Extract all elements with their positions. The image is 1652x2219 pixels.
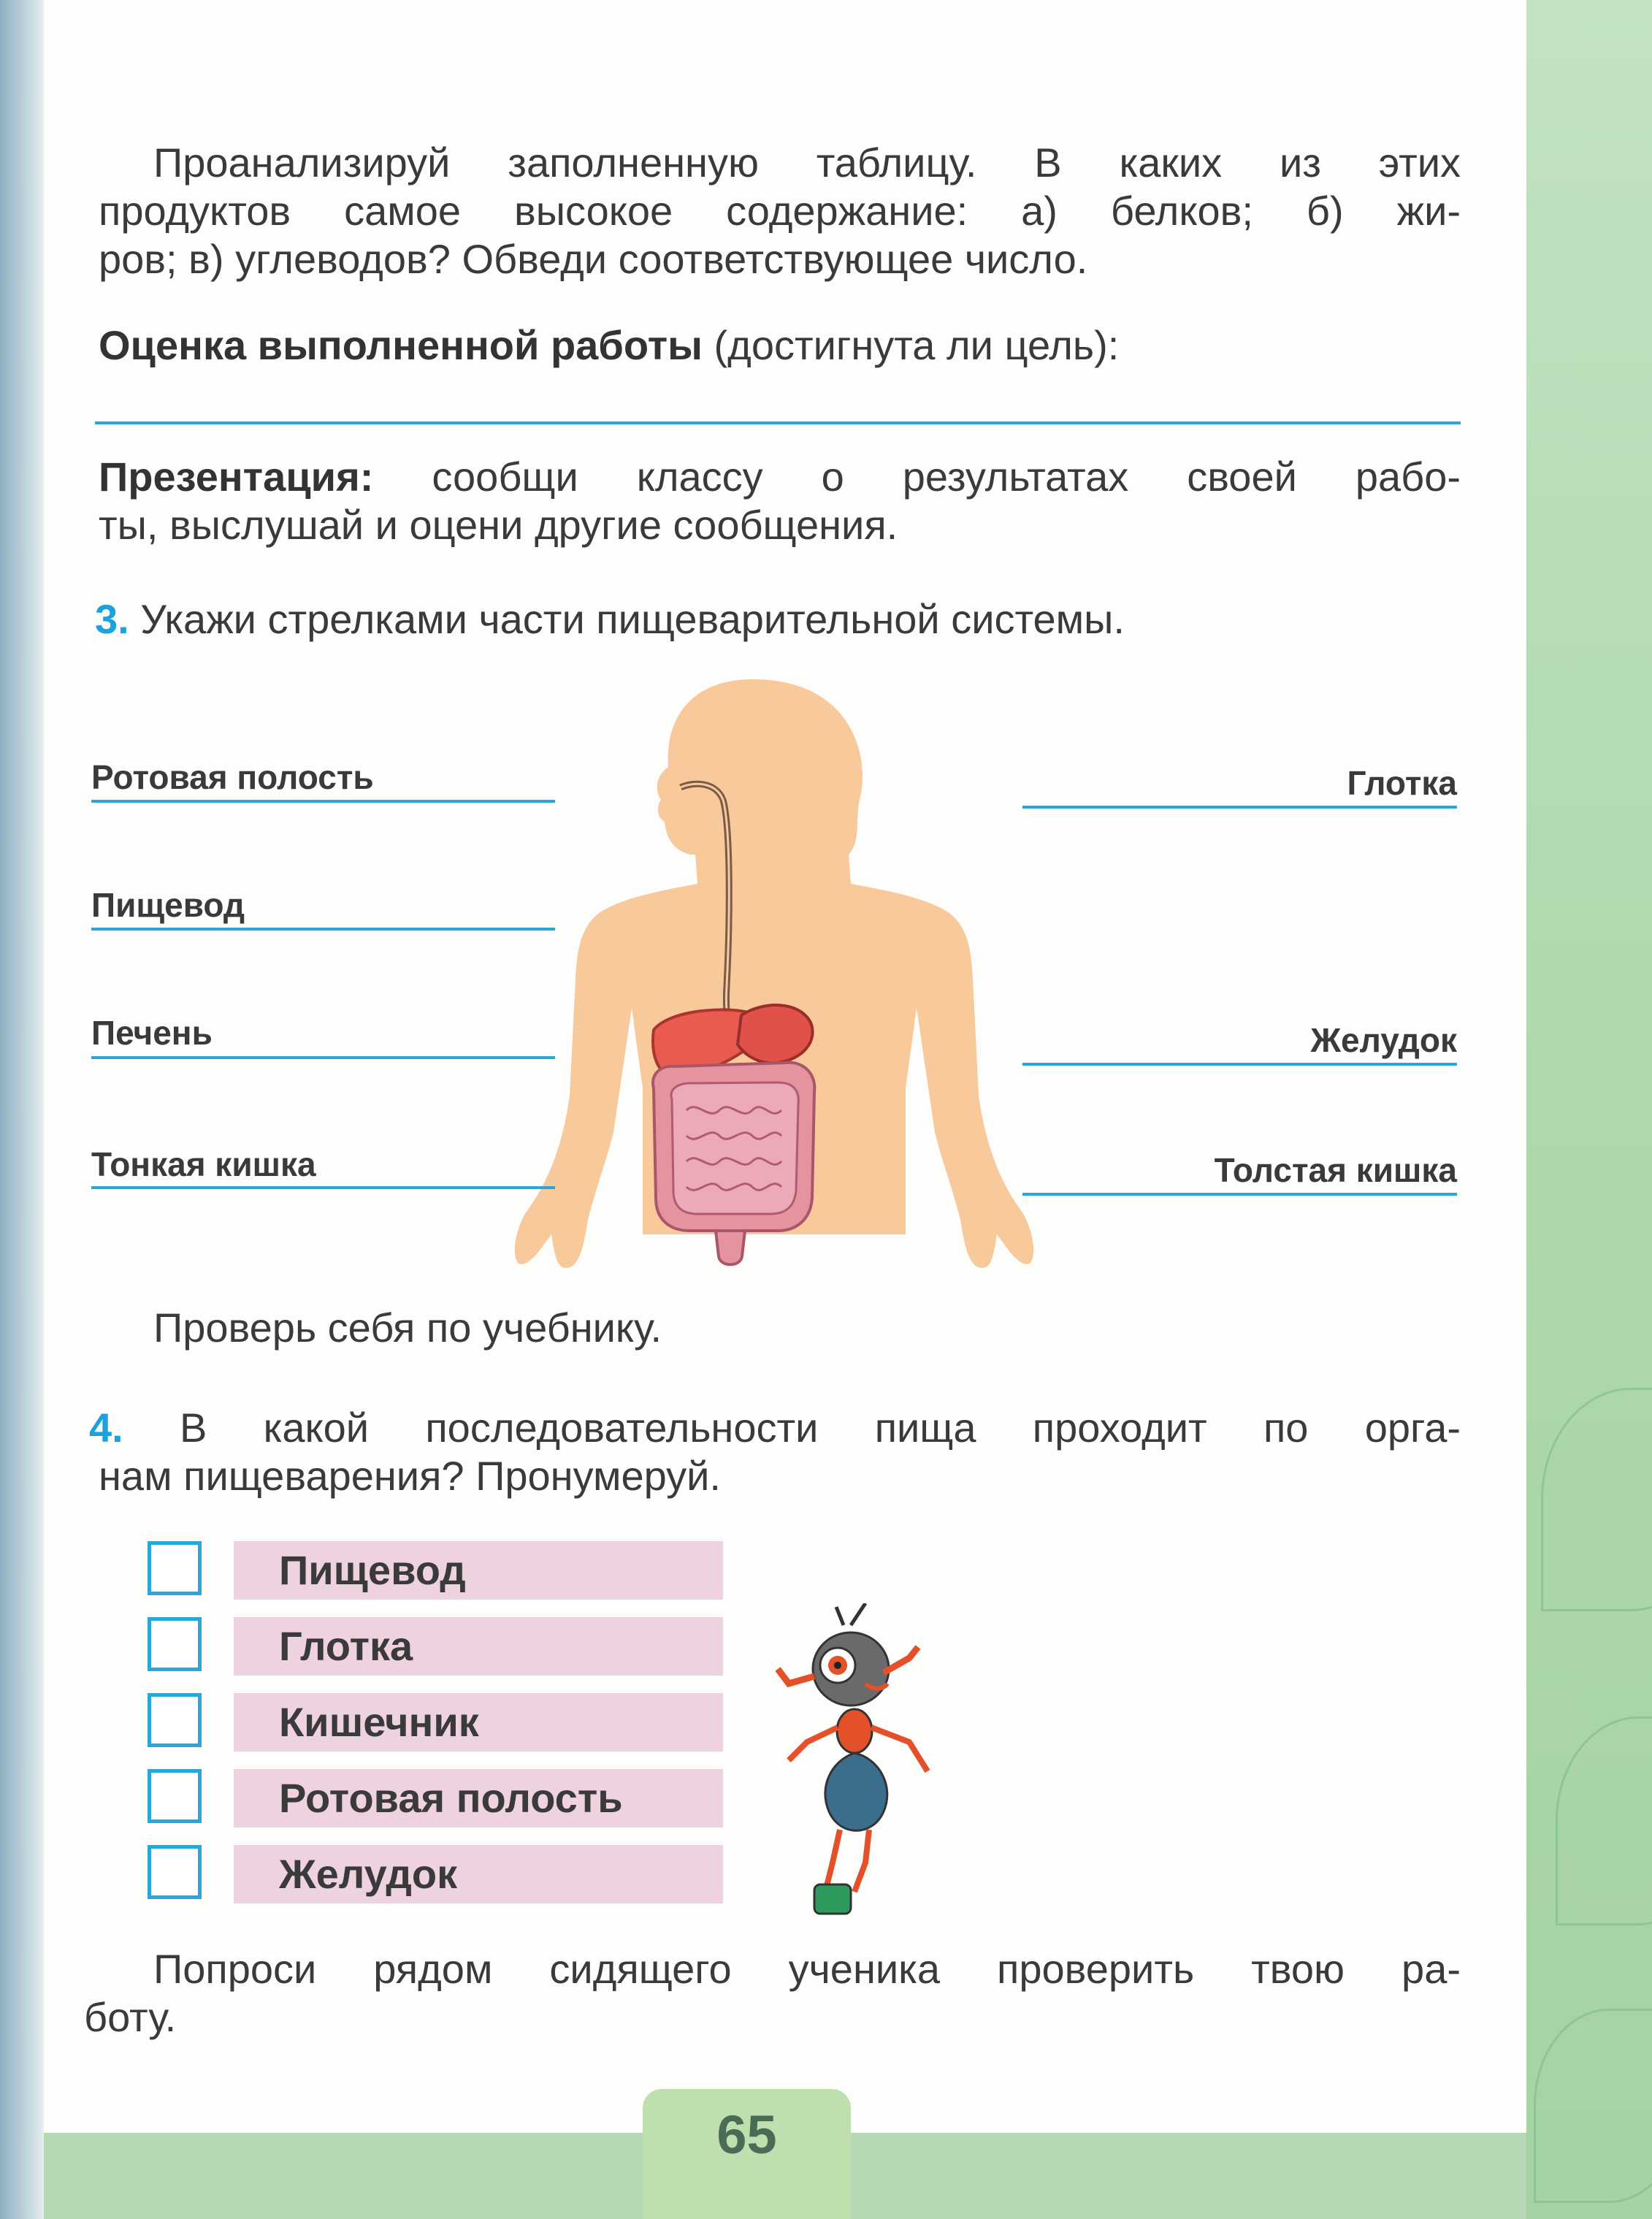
task4-footer-line-1: Попроси рядом сидящего ученика проверить твою ра- <box>153 1946 1461 1992</box>
presentation-line-2: ты, выслушай и оцени другие сообщения. <box>99 502 898 548</box>
label-liver: Печень <box>91 1014 213 1052</box>
presentation-line-1 <box>99 453 1461 501</box>
label-stomach: Желудок <box>1310 1021 1457 1059</box>
page-number: 65 <box>716 2104 777 2165</box>
evaluation-note: (достигнута ли цель): <box>714 322 1120 368</box>
option-intestine: Кишечник <box>234 1693 723 1752</box>
decorative-margin-right <box>1526 0 1652 2219</box>
large-intestine-line[interactable] <box>1022 1193 1457 1196</box>
rectum-icon <box>716 1231 745 1264</box>
order-checkbox-3[interactable] <box>148 1693 202 1747</box>
order-checkbox-4[interactable] <box>148 1769 202 1823</box>
small-intestine-line[interactable] <box>91 1186 555 1189</box>
task3-check-note: Проверь себя по учебнику. <box>153 1305 662 1351</box>
task3-number: 3. <box>95 596 129 642</box>
order-checkbox-2[interactable] <box>148 1617 202 1671</box>
label-pharynx: Глотка <box>1347 764 1457 802</box>
small-intestine-icon <box>671 1082 798 1214</box>
order-checkbox-1[interactable] <box>148 1541 202 1595</box>
task4-number: 4. <box>89 1405 123 1451</box>
label-esophagus: Пищевод <box>91 886 245 924</box>
evaluation-line <box>99 321 1461 370</box>
option-pharynx: Глотка <box>234 1617 723 1676</box>
label-small-intestine: Тонкая кишка <box>91 1145 316 1183</box>
leaf-decoration-1 <box>1541 1388 1652 1611</box>
task4-text: В какой последовательности пища проходит по орга- <box>180 1405 1461 1451</box>
option-stomach: Желудок <box>234 1845 723 1903</box>
order-checkbox-5[interactable] <box>148 1845 202 1899</box>
stomach-icon <box>738 1005 813 1063</box>
digestive-system-illustration <box>511 679 1037 1286</box>
page-gutter-left <box>0 0 44 2219</box>
leaf-decoration-3 <box>1534 2009 1652 2203</box>
task3-heading <box>95 595 1461 643</box>
task4-footer-line-2: боту. <box>84 1994 177 2040</box>
label-mouth-cavity: Ротовая полость <box>91 758 374 796</box>
pharynx-line[interactable] <box>1022 806 1457 809</box>
task4-line-1 <box>89 1404 1461 1452</box>
intro-line-3: ров; в) углеводов? Обведи соответствующее число. <box>99 236 1088 282</box>
presentation-text-1: сообщи классу о результатах своей рабо- <box>432 454 1461 500</box>
mouth-cavity-line[interactable] <box>91 800 555 803</box>
intro-line-2: продуктов самое высокое содержание: а) белков; б) жи- <box>99 188 1461 234</box>
esophagus-line[interactable] <box>91 928 555 931</box>
option-esophagus: Пищевод <box>234 1541 723 1600</box>
ant-mascot-icon <box>763 1603 953 1925</box>
leaf-decoration-2 <box>1556 1716 1652 1925</box>
liver-line[interactable] <box>91 1056 555 1059</box>
option-mouth-cavity: Ротовая полость <box>234 1769 723 1827</box>
presentation-label: Презентация: <box>99 454 374 500</box>
task3-text: Укажи стрелками части пищеварительной системы. <box>140 596 1125 642</box>
label-large-intestine: Толстая кишка <box>1214 1151 1457 1189</box>
evaluation-answer-line[interactable] <box>95 421 1461 424</box>
workbook-page <box>44 0 1526 2133</box>
stomach-line[interactable] <box>1022 1063 1457 1066</box>
evaluation-label: Оценка выполненной работы <box>99 322 703 368</box>
task4-line-2: нам пищеварения? Пронумеруй. <box>99 1453 721 1499</box>
intro-line-1: Проанализируй заполненную таблицу. В каких из этих <box>153 140 1461 186</box>
